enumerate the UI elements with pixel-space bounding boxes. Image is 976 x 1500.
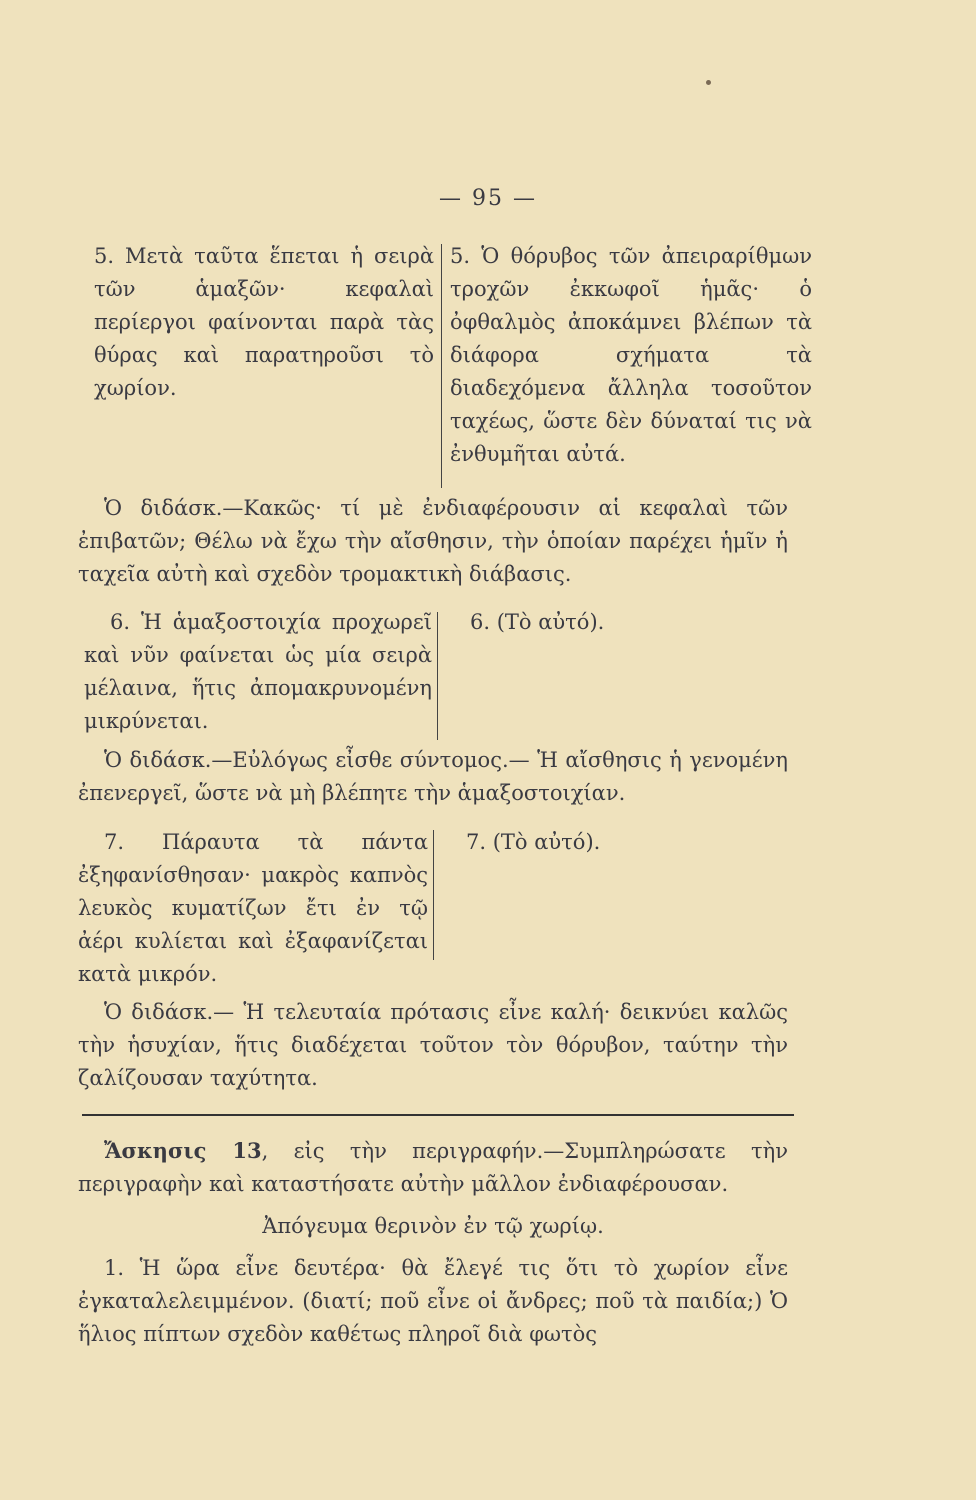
paragraph-1-text: 1. Ἡ ὥρα εἶνε δευτέρα· θὰ ἔλεγέ τις ὅτι τὸ χωρίον εἶνε ἐγκαταλελειμμένον. (διατί; ποῦ εἶνε οἱ ἄνδρες; ποῦ τὰ παιδία;) Ὁ ἥλιος πίπτων σχεδὸν καθέτως πληροῖ διὰ φωτὸς [78, 1256, 788, 1346]
block6-left-text: 6. Ἡ ἁμαξοστοιχία προχωρεῖ καὶ νῦν φαίνεται ὡς μία σειρὰ μέλαινα, ἥτις ἀπομακρυνομένη μικρύνεται. [84, 610, 432, 733]
section-heading [78, 1210, 788, 1243]
exercise-text: , εἰς τὴν περιγραφήν.—Συμπληρώσατε τὴν περιγραφὴν καὶ καταστήσατε αὐτὴν μᾶλλον ἐνδιαφέρουσαν. [78, 1139, 789, 1196]
block6-right-text: 6. (Τὸ αὐτό). [470, 610, 605, 634]
comment-7 [78, 996, 788, 1095]
comment-6-text: Ὁ διδάσκ.—Εὐλόγως εἶσθε σύντομος.— Ἡ αἴσθησις ἡ γενομένη ἐπενεργεῖ, ὥστε νὰ μὴ βλέπητε τὴν ἁμαξοστοιχίαν. [78, 748, 788, 805]
block5-left-text: 5. Μετὰ ταῦτα ἕπεται ἡ σειρὰ τῶν ἁμαξῶν· κεφαλαὶ περίεργοι φαίνονται παρὰ τὰς θύρας καὶ παρατηροῦσι τὸ χωρίον. [94, 244, 434, 400]
column-divider [433, 830, 434, 960]
block5-right [450, 240, 812, 471]
section-rule [82, 1114, 794, 1116]
column-divider [437, 612, 438, 740]
block6-left [84, 606, 432, 738]
block7-right [466, 826, 766, 859]
block7-left-text: 7. Πάραυτα τὰ πάντα ἐξηφανίσθησαν· μακρὸς καπνὸς λευκὸς κυματίζων ἔτι ἐν τῷ ἀέρι κυλίεται καὶ ἐξαφανίζεται κατὰ μικρόν. [78, 830, 428, 986]
page-number: — 95 — [439, 186, 537, 211]
paragraph-1 [78, 1252, 788, 1351]
block5-right-text: 5. Ὁ θόρυβος τῶν ἀπειραρίθμων τροχῶν ἐκκωφοῖ ἡμᾶς· ὁ ὀφθαλμὸς ἀποκάμνει βλέπων τὰ διάφορα σχήματα τὰ διαδεχόμενα ἄλληλα τοσοῦτον ταχέως, ὥστε δὲν δύναταί τις νὰ ἐνθυμῆται αὐτά. [450, 244, 812, 466]
block7-right-text: 7. (Τὸ αὐτό). [466, 830, 601, 854]
section-heading-text: Ἀπόγευμα θερινὸν ἐν τῷ χωρίῳ. [262, 1214, 604, 1238]
column-divider [441, 244, 442, 488]
exercise-label: Ἄσκησις 13 [104, 1138, 262, 1163]
paper-spot [706, 80, 711, 85]
comment-7-text: Ὁ διδάσκ.— Ἡ τελευταία πρότασις εἶνε καλή· δεικνύει καλῶς τὴν ἡσυχίαν, ἥτις διαδέχεται τοῦτον τὸν θόρυβον, ταύτην τὴν ζαλίζουσαν ταχύτητα. [78, 1000, 788, 1090]
exercise-intro [78, 1134, 788, 1201]
comment-5-text: Ὁ διδάσκ.—Κακῶς· τί μὲ ἐνδιαφέρουσιν αἱ κεφαλαὶ τῶν ἐπιβατῶν; Θέλω νὰ ἔχω τὴν αἴσθησιν, τὴν ὁποίαν παρέχει ἡμῖν ἡ ταχεῖα αὐτὴ καὶ σχεδὸν τρομακτικὴ διάβασις. [78, 496, 788, 586]
comment-5 [78, 492, 788, 591]
block5-left [94, 240, 434, 405]
comment-6 [78, 744, 788, 810]
block6-right [470, 606, 770, 639]
block7-left [78, 826, 428, 991]
